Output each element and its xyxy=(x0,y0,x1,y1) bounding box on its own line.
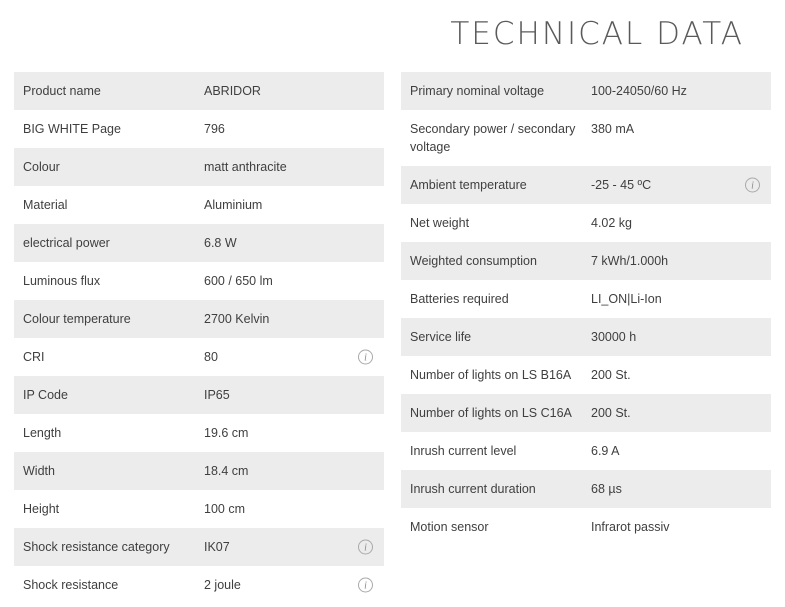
spec-label: Inrush current level xyxy=(410,444,517,458)
info-icon[interactable]: i xyxy=(358,540,373,555)
table-row xyxy=(401,166,771,204)
spec-value: 200 St. xyxy=(591,406,631,420)
spec-value: 19.6 cm xyxy=(204,426,249,440)
spec-value: 4.02 kg xyxy=(591,216,633,230)
info-icon[interactable]: i xyxy=(358,350,373,365)
table-row xyxy=(14,72,384,110)
spec-value: Aluminium xyxy=(204,198,263,212)
spec-value: 380 mA xyxy=(591,122,635,136)
spec-value: 7 kWh/1.000h xyxy=(591,254,669,268)
table-row xyxy=(401,432,771,470)
page-title: TECHNICAL DATA xyxy=(450,16,744,52)
table-row xyxy=(401,356,771,394)
table-row xyxy=(14,110,384,148)
spec-value: 18.4 cm xyxy=(204,464,249,478)
spec-value: Infrarot passiv xyxy=(591,520,670,534)
spec-label: Colour xyxy=(23,160,60,174)
spec-value: 200 St. xyxy=(591,368,631,382)
table-row xyxy=(14,338,384,376)
spec-label: Primary nominal voltage xyxy=(410,84,545,98)
spec-label: Length xyxy=(23,426,62,440)
spec-label: Colour temperature xyxy=(23,312,131,326)
table-row xyxy=(14,300,384,338)
table-row xyxy=(401,72,771,110)
table-row xyxy=(401,204,771,242)
spec-label: BIG WHITE Page xyxy=(23,122,121,136)
spec-label: Shock resistance xyxy=(23,578,119,592)
spec-value: 796 xyxy=(204,122,225,136)
table-row xyxy=(14,262,384,300)
table-row xyxy=(14,414,384,452)
table-row xyxy=(14,224,384,262)
spec-label: Shock resistance category xyxy=(23,540,170,554)
spec-label: IP Code xyxy=(23,388,68,402)
spec-value: IK07 xyxy=(204,540,230,554)
spec-label: Batteries required xyxy=(410,292,509,306)
table-row xyxy=(401,280,771,318)
spec-value: 30000 h xyxy=(591,330,637,344)
spec-label: Net weight xyxy=(410,216,470,230)
table-row xyxy=(401,470,771,508)
table-row xyxy=(14,186,384,224)
spec-label: Number of lights on LS B16A xyxy=(410,368,572,382)
table-row xyxy=(14,376,384,414)
spec-label: Number of lights on LS C16A xyxy=(410,406,572,420)
table-row xyxy=(14,148,384,186)
spec-label: Weighted consumption xyxy=(410,254,537,268)
spec-value: 2 joule xyxy=(204,578,241,592)
spec-value: 6.9 A xyxy=(591,444,620,458)
spec-value: IP65 xyxy=(204,388,230,402)
spec-label: CRI xyxy=(23,350,45,364)
spec-value: -25 - 45 ºC xyxy=(591,178,652,192)
table-row xyxy=(401,394,771,432)
table-row xyxy=(14,528,384,566)
spec-value: LI_ON|Li-Ion xyxy=(591,292,662,306)
spec-label: Secondary power / secondary voltage xyxy=(410,122,576,154)
spec-tables xyxy=(14,72,771,604)
spec-value: 68 µs xyxy=(591,482,622,496)
spec-value: 100 cm xyxy=(204,502,245,516)
spec-value: 600 / 650 lm xyxy=(204,274,273,288)
spec-label: Inrush current duration xyxy=(410,482,536,496)
table-row xyxy=(401,318,771,356)
spec-label: Material xyxy=(23,198,68,212)
spec-label: Luminous flux xyxy=(23,274,101,288)
spec-value: matt anthracite xyxy=(204,160,287,174)
info-icon[interactable]: i xyxy=(745,178,760,193)
spec-value: ABRIDOR xyxy=(204,84,261,98)
spec-label: Service life xyxy=(410,330,472,344)
table-row xyxy=(14,490,384,528)
table-row xyxy=(14,566,384,604)
table-row xyxy=(14,452,384,490)
spec-value: 80 xyxy=(204,350,218,364)
spec-table-right xyxy=(401,72,771,604)
spec-value: 6.8 W xyxy=(204,236,237,250)
spec-label: Height xyxy=(23,502,60,516)
spec-table-left xyxy=(14,72,384,604)
spec-label: Product name xyxy=(23,84,101,98)
table-row xyxy=(401,508,771,546)
spec-label: electrical power xyxy=(23,236,110,250)
info-icon[interactable]: i xyxy=(358,578,373,593)
spec-label: Ambient temperature xyxy=(410,178,527,192)
spec-value: 100-24050/60 Hz xyxy=(591,84,687,98)
table-row xyxy=(401,110,771,166)
spec-value: 2700 Kelvin xyxy=(204,312,270,326)
table-row xyxy=(401,242,771,280)
spec-label: Width xyxy=(23,464,55,478)
spec-label: Motion sensor xyxy=(410,520,489,534)
